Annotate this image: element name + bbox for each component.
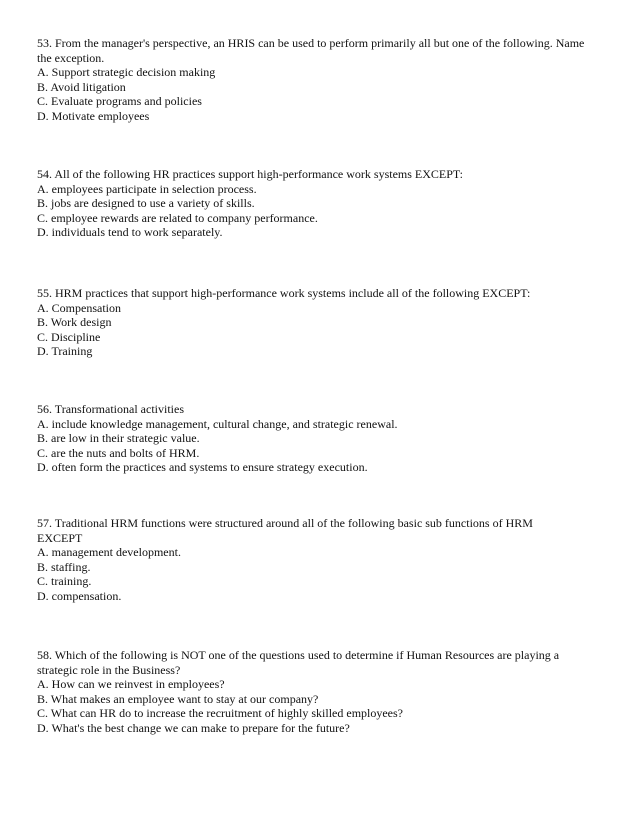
question-55 [37, 286, 530, 359]
option-d: D. Motivate employees [37, 108, 150, 123]
question-58 [37, 648, 597, 736]
question-stem: 57. Traditional HRM functions were structured around all of the following basic sub functions of HRM EXCEPT [37, 516, 533, 545]
option-c: C. are the nuts and bolts of HRM. [37, 445, 200, 460]
option-c: C. employee rewards are related to company performance. [37, 210, 318, 225]
option-c: C. Discipline [37, 329, 101, 344]
question-54 [37, 167, 463, 240]
option-d: D. often form the practices and systems to ensure strategy execution. [37, 460, 368, 475]
question-stem: 56. Transformational activities [37, 402, 184, 416]
option-a: A. How can we reinvest in employees? [37, 677, 225, 692]
question-stem: 55. HRM practices that support high-performance work systems include all of the following EXCEPT: [37, 286, 531, 300]
option-c: C. training. [37, 574, 92, 589]
question-stem: 53. From the manager's perspective, an HRIS can be used to perform primarily all but one of the following. Name the exception. [37, 36, 585, 65]
question-56 [37, 402, 398, 475]
option-b: B. Avoid litigation [37, 79, 126, 94]
question-stem: 54. All of the following HR practices support high-performance work systems EXCEPT: [37, 167, 463, 181]
option-b: B. Work design [37, 315, 112, 330]
option-d: D. individuals tend to work separately. [37, 225, 223, 240]
option-a: A. management development. [37, 545, 181, 560]
option-b: B. What makes an employee want to stay at our company? [37, 691, 319, 706]
question-stem: 58. Which of the following is NOT one of the questions used to determine if Human Resources are playing a strategic role in the Business? [37, 648, 560, 677]
question-53 [37, 36, 597, 124]
option-b: B. are low in their strategic value. [37, 431, 200, 446]
option-c: C. What can HR do to increase the recruitment of highly skilled employees? [37, 706, 404, 721]
option-a: A. Compensation [37, 300, 121, 315]
question-57 [37, 516, 567, 604]
option-b: B. staffing. [37, 559, 91, 574]
option-a: A. Support strategic decision making [37, 65, 216, 80]
option-b: B. jobs are designed to use a variety of skills. [37, 196, 255, 211]
option-d: D. What's the best change we can make to prepare for the future? [37, 720, 350, 735]
option-c: C. Evaluate programs and policies [37, 94, 202, 109]
option-a: A. include knowledge management, cultural change, and strategic renewal. [37, 416, 398, 431]
option-d: D. compensation. [37, 588, 122, 603]
option-d: D. Training [37, 344, 93, 359]
option-a: A. employees participate in selection process. [37, 181, 257, 196]
